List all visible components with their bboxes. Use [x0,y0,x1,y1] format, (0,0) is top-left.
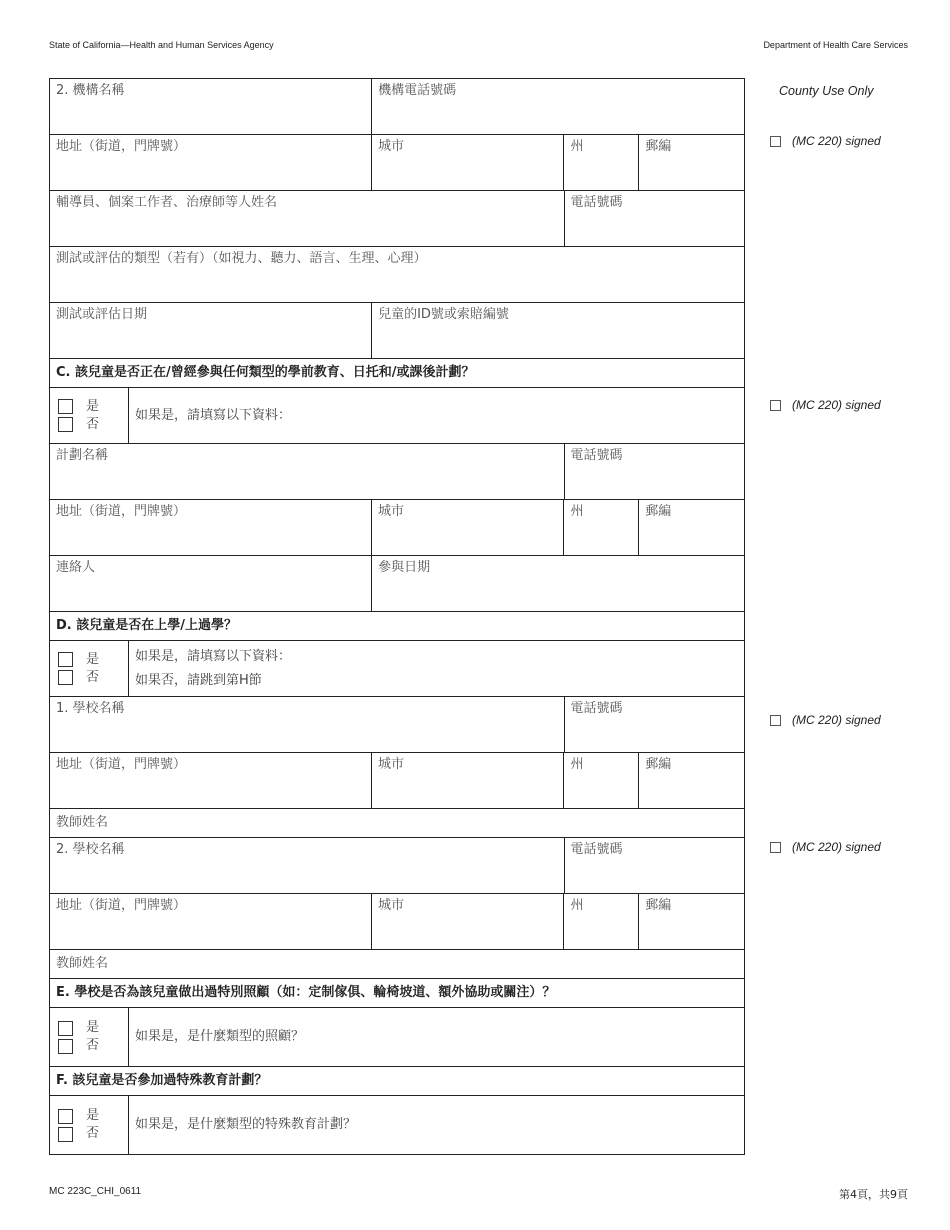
agency-state-field[interactable]: 州 [563,135,638,190]
agency-address-row [49,135,745,191]
test-date-row [49,303,745,359]
school1-teacher-field[interactable]: 教師姓名 [56,815,109,830]
county-use-title: County Use Only [779,84,874,98]
form-table [49,78,745,1155]
signed-label: (MC 220) signed [792,713,881,727]
agency-name-field[interactable]: 2. 機構名稱 [56,83,125,98]
section-e-title: E. 學校是否為該兒童做出過特別照顧（如：定制傢俱、輪椅坡道、額外協助或關注）？ [56,985,556,1000]
section-f-yesno-row [49,1096,745,1155]
section-f-answer-field[interactable] [128,1096,744,1154]
counselor-name-field[interactable]: 輔導員、個案工作者、治療師等人姓名 [56,195,278,210]
section-f-header [49,1067,745,1096]
agency-row [49,79,745,135]
test-date-field[interactable]: 測試或評估日期 [56,307,148,322]
section-e-header [49,979,745,1008]
school2-row [49,838,745,894]
counselor-phone-field[interactable]: 電話號碼 [564,191,745,246]
yes-label: 是 [86,651,100,667]
test-type-field[interactable]: 測試或評估的類型（若有）（如視力、聽力、語言、生理、心理） [56,251,427,266]
signed-label: (MC 220) signed [792,134,881,148]
agency-city-field[interactable]: 城市 [371,135,563,190]
school2-teacher-field[interactable]: 教師姓名 [56,956,109,971]
no-label: 否 [86,669,100,685]
program-row [49,444,745,500]
signed-checkbox[interactable] [770,400,781,411]
section-f-title: F. 該兒童是否參加過特殊教育計劃？ [56,1073,268,1088]
school2-city-field[interactable]: 城市 [371,894,563,949]
agency-zip-field[interactable]: 郵編 [638,135,744,190]
program-contact-row [49,556,745,612]
school1-address-row [49,753,745,809]
section-c-yesno [50,388,128,443]
agency-phone-field[interactable]: 機構電話號碼 [371,79,744,134]
section-e-yesno [50,1008,128,1066]
if-yes-text: 如果是，是什麼類型的照顧？ [135,1029,305,1044]
section-d-yesno-row [49,641,745,697]
school2-name-field[interactable]: 2. 學校名稱 [56,842,125,857]
school2-teacher-row [49,950,745,979]
counselor-row [49,191,745,247]
section-d-yes-checkbox[interactable] [58,652,73,667]
section-e-no-checkbox[interactable] [58,1039,73,1054]
section-f-yesno [50,1096,128,1154]
section-e-answer-field[interactable] [128,1008,744,1066]
section-d-yesno [50,641,128,696]
section-c-yes-checkbox[interactable] [58,399,73,414]
section-f-no-checkbox[interactable] [58,1127,73,1142]
school1-name-field[interactable]: 1. 學校名稱 [56,701,125,716]
school2-zip-field[interactable]: 郵編 [638,894,744,949]
form-id: MC 223C_CHI_0611 [49,1186,142,1197]
section-d-header [49,612,745,641]
section-e-yesno-row [49,1008,745,1067]
section-c-yesno-row [49,388,745,444]
contact-person-field[interactable]: 連絡人 [56,560,96,575]
county-signed-4 [760,840,881,854]
school1-zip-field[interactable]: 郵編 [638,753,744,808]
school1-address-field[interactable]: 地址（街道，門牌號） [56,757,187,772]
test-type-row [49,247,745,303]
program-zip-field[interactable]: 郵編 [638,500,744,555]
school2-phone-field[interactable]: 電話號碼 [564,838,745,893]
if-no-text: 如果否，請跳到第H節 [135,672,262,688]
signed-checkbox[interactable] [770,842,781,853]
no-label: 否 [86,1126,100,1141]
signed-label: (MC 220) signed [792,840,881,854]
section-c-header [49,359,745,388]
yes-label: 是 [86,1020,100,1035]
section-c-instruction [128,388,744,443]
school2-state-field[interactable]: 州 [563,894,638,949]
child-id-field[interactable]: 兒童的ID號或索賠編號 [371,303,744,358]
school1-state-field[interactable]: 州 [563,753,638,808]
no-label: 否 [86,1038,100,1053]
signed-checkbox[interactable] [770,715,781,726]
program-phone-field[interactable]: 電話號碼 [564,444,745,499]
county-signed-1 [760,134,881,148]
signed-checkbox[interactable] [770,136,781,147]
program-state-field[interactable]: 州 [563,500,638,555]
section-e-yes-checkbox[interactable] [58,1021,73,1036]
no-label: 否 [86,416,100,432]
section-d-title: D. 該兒童是否在上學/上過學？ [56,618,238,633]
yes-label: 是 [86,398,100,414]
program-address-field[interactable]: 地址（街道，門牌號） [56,504,187,519]
program-address-row [49,500,745,556]
section-d-instruction [128,641,744,696]
participation-date-field[interactable]: 參與日期 [371,556,744,611]
school1-city-field[interactable]: 城市 [371,753,563,808]
program-name-field[interactable]: 計劃名稱 [56,448,109,463]
yes-label: 是 [86,1108,100,1123]
if-yes-text: 如果是，是什麼類型的特殊教育計劃？ [135,1117,357,1132]
section-d-no-checkbox[interactable] [58,670,73,685]
agency-header: State of California—Health and Human Services Agency [49,40,274,50]
program-city-field[interactable]: 城市 [371,500,563,555]
school1-teacher-row [49,809,745,838]
department-header: Department of Health Care Services [763,40,908,50]
page-number: 第4頁，共9頁 [839,1188,908,1201]
section-c-title: C. 該兒童是否正在/曾經參與任何類型的學前教育、日托和/或課後計劃？ [56,365,475,380]
county-signed-3 [760,713,881,727]
school1-row [49,697,745,753]
agency-address-field[interactable]: 地址（街道，門牌號） [56,139,187,154]
section-c-no-checkbox[interactable] [58,417,73,432]
section-f-yes-checkbox[interactable] [58,1109,73,1124]
signed-label: (MC 220) signed [792,398,881,412]
school1-phone-field[interactable]: 電話號碼 [564,697,745,752]
if-yes-text: 如果是，請填寫以下資料： [135,407,292,423]
school2-address-field[interactable]: 地址（街道，門牌號） [56,898,187,913]
if-yes-text: 如果是，請填寫以下資料： [135,648,292,664]
county-signed-2 [760,398,881,412]
school2-address-row [49,894,745,950]
